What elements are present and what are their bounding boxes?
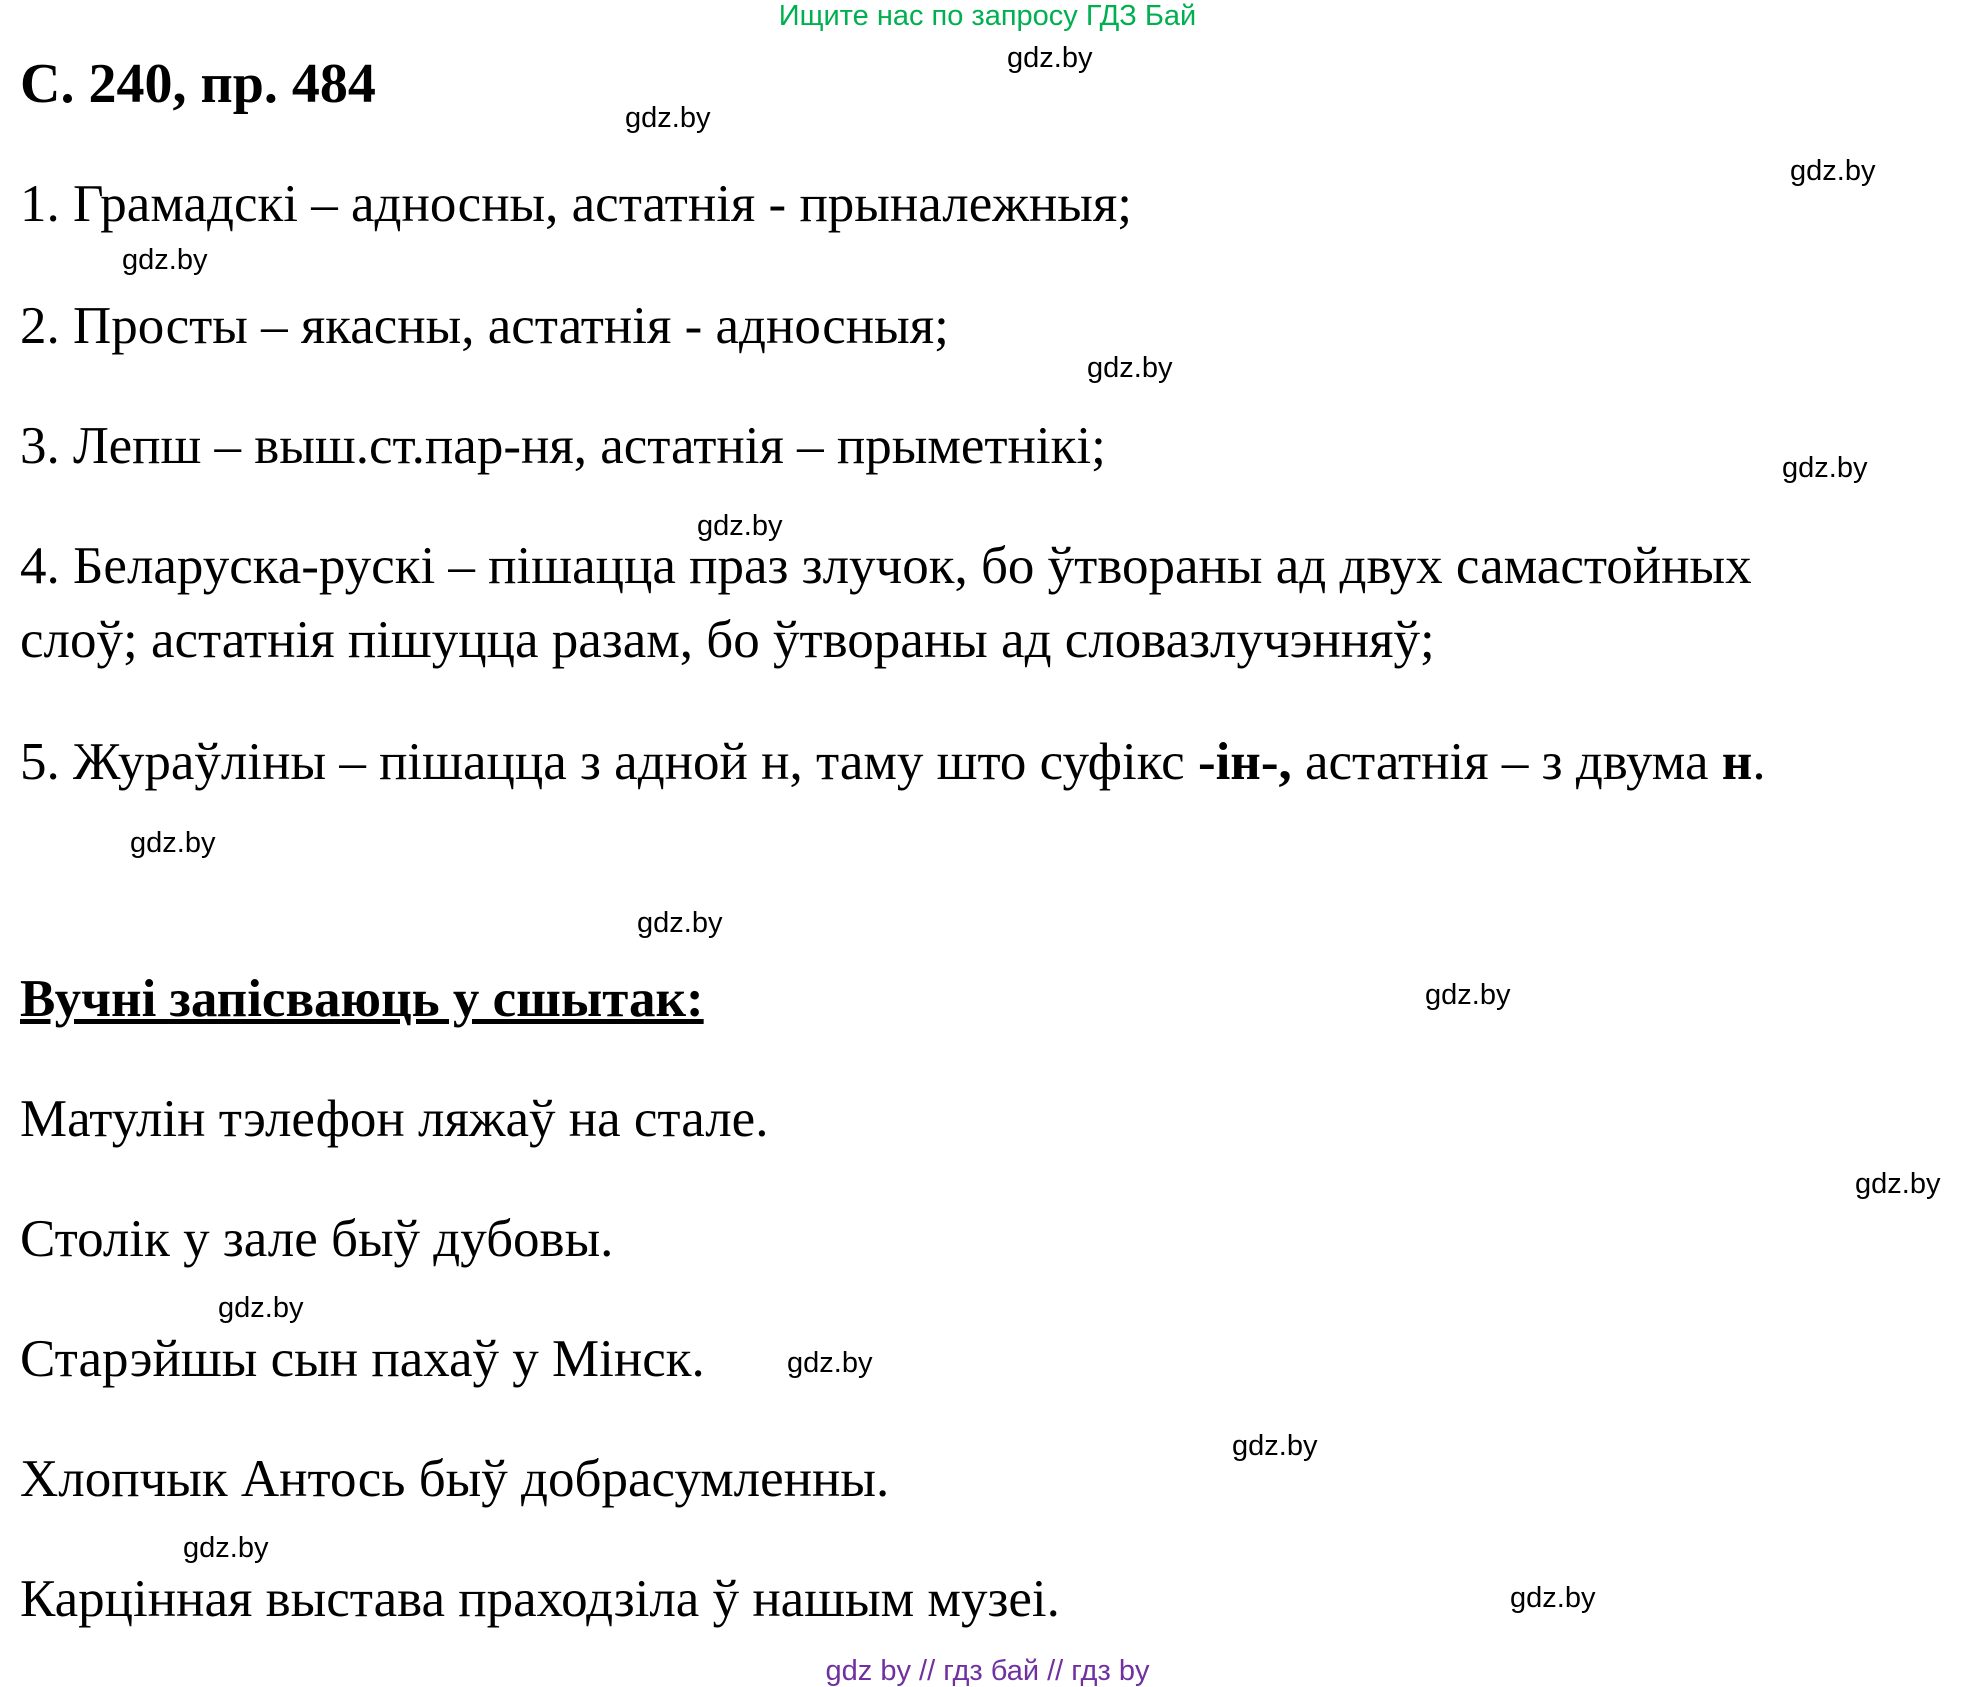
watermark: gdz.by <box>1007 42 1093 74</box>
suffix-bold: -ін-, <box>1197 733 1292 791</box>
sentence-4: Хлопчык Антось быў добрасумленны. <box>20 1450 890 1508</box>
top-banner: Ищите нас по запросу ГДЗ Бай <box>778 0 1197 32</box>
watermark: gdz.by <box>183 1532 269 1564</box>
answer-item-4-line-2: слоў; астатнія пішуцца разам, бо ўтвораны ад словазлучэнняў; <box>20 611 1435 669</box>
letter-bold: н <box>1721 733 1753 791</box>
answer-item-5-text: 5. Жураўліны – пішацца з адной н, таму што суфікс <box>20 733 1198 791</box>
watermark: gdz.by <box>697 510 783 542</box>
watermark: gdz.by <box>1782 452 1868 484</box>
watermark: gdz.by <box>637 907 723 939</box>
sentence-1: Матулін тэлефон ляжаў на стале. <box>20 1090 769 1148</box>
sentence-2: Столік у зале быў дубовы. <box>20 1210 614 1268</box>
watermark: gdz.by <box>130 827 216 859</box>
watermark: gdz.by <box>1855 1168 1941 1200</box>
answer-item-3: 3. Лепш – выш.ст.пар-ня, астатнія – прыметнікі; <box>20 417 1106 475</box>
watermark: gdz.by <box>625 102 711 134</box>
sentence-5: Карцінная выстава праходзіла ў нашым музеі. <box>20 1570 1060 1628</box>
section-heading: Вучні запісваюць у сшытак: <box>20 970 704 1028</box>
answer-item-5-text-mid: астатнія – з двума <box>1291 733 1722 791</box>
watermark: gdz.by <box>1087 352 1173 384</box>
watermark: gdz.by <box>1510 1582 1596 1614</box>
watermark: gdz.by <box>787 1347 873 1379</box>
footer-links: gdz by // гдз бай // гдз by <box>825 1655 1150 1687</box>
page-title: С. 240, пр. 484 <box>20 53 376 115</box>
answer-item-5-end: . <box>1752 733 1766 791</box>
watermark: gdz.by <box>1232 1430 1318 1462</box>
answer-item-2: 2. Просты – якасны, астатнія - адносныя; <box>20 297 949 355</box>
answer-item-4-line-1: 4. Беларуска-рускі – пішацца праз злучок, бо ўтвораны ад двух самастойных <box>20 537 1752 595</box>
watermark: gdz.by <box>1790 155 1876 187</box>
answer-item-1: 1. Грамадскі – адносны, астатнія - прыналежныя; <box>20 175 1132 233</box>
answer-item-5 <box>20 730 1766 794</box>
sentence-3: Старэйшы сын пахаў у Мінск. <box>20 1330 705 1388</box>
watermark: gdz.by <box>218 1292 304 1324</box>
watermark: gdz.by <box>122 244 208 276</box>
watermark: gdz.by <box>1425 979 1511 1011</box>
